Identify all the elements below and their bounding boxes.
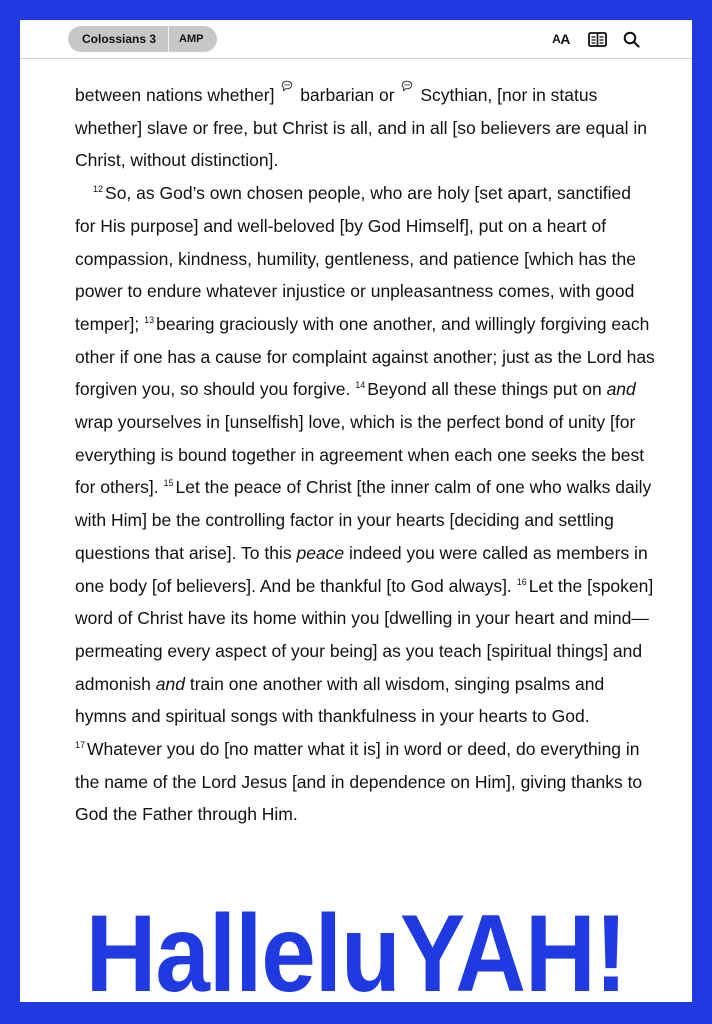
italic-word: and — [155, 673, 185, 694]
version-button[interactable]: AMP — [179, 33, 204, 45]
footnote-icon[interactable] — [401, 70, 413, 82]
verse-text: Let the [spoken] word of Christ have its home within you [dwelling in your heart and mind—permeating every aspect of your being] as you teach [spiritual things] and admonish — [75, 575, 654, 694]
verse-text: between nations whether] — [75, 85, 275, 105]
verse-number[interactable]: 13 — [144, 314, 155, 325]
passage-selector — [68, 26, 217, 52]
book-icon[interactable] — [586, 29, 608, 49]
footnote-icon[interactable] — [281, 70, 293, 82]
search-icon[interactable] — [621, 29, 641, 49]
verse-number[interactable]: 12 — [93, 184, 104, 195]
verse-number[interactable]: 17 — [75, 740, 86, 751]
verse-text: Let the peace of Christ [the inner calm of one who walks daily with Him] be the controlling factor in your hearts [deciding and settling questions that arise]. To this — [75, 477, 652, 563]
verse-number[interactable]: 15 — [163, 478, 174, 489]
verse-text: barbarian or — [300, 85, 395, 105]
paragraph — [75, 177, 655, 733]
verse-text: Scythian, [nor in status whether] slave or free, but Christ is all, and in all [so believers are equal in Christ, without distinction]. — [75, 85, 647, 171]
halleluyah-banner: HalleluYAH! — [85, 891, 627, 1002]
font-size-small-glyph: A — [552, 32, 561, 46]
verse-text: Whatever you do [no matter what it is] in word or deed, do everything in the name of the Lord Jesus [and in dependence on Him], giving thanks to God the Father through Him. — [75, 739, 643, 825]
book-chapter-button[interactable]: Colossians 3 — [68, 26, 169, 52]
italic-word: and — [606, 379, 636, 400]
verse-text: indeed you were called as members in one body [of believers]. And be thankful [to God always]. — [75, 542, 648, 596]
reader-toolbar — [20, 20, 692, 59]
verse-text: Beyond all these things put on — [367, 379, 602, 400]
font-size-icon[interactable] — [550, 29, 572, 49]
verse-text: train one another with all wisdom, singing psalms and hymns and spiritual songs with thankfulness in your hearts to God. — [75, 673, 605, 727]
verse-number[interactable]: 14 — [355, 380, 366, 391]
verse-text: So, as God’s own chosen people, who are holy [set apart, sanctified for His purpose] and well-beloved [by God Himself], put on a heart of compassion, kindness, humility, gentleness, and patience [which has the power to endure whatever injustice or unpleasantness comes, with good temper]; — [75, 183, 636, 334]
passage-text — [75, 70, 655, 831]
verse-text: wrap yourselves in [unselfish] love, which is the perfect bond of unity [for everything is bound together in agreement when each one seeks the best for others]. — [75, 412, 645, 498]
verse-text: bearing graciously with one another, and willingly forgiving each other if one has a cause for complaint against another; just as the Lord has forgiven you, so should you forgive. — [75, 313, 655, 400]
reader-window — [20, 20, 692, 1002]
paragraph — [75, 733, 655, 831]
font-size-large-glyph: A — [560, 31, 570, 47]
italic-word: peace — [296, 542, 345, 563]
paragraph — [75, 70, 655, 177]
verse-number[interactable]: 16 — [516, 576, 527, 587]
